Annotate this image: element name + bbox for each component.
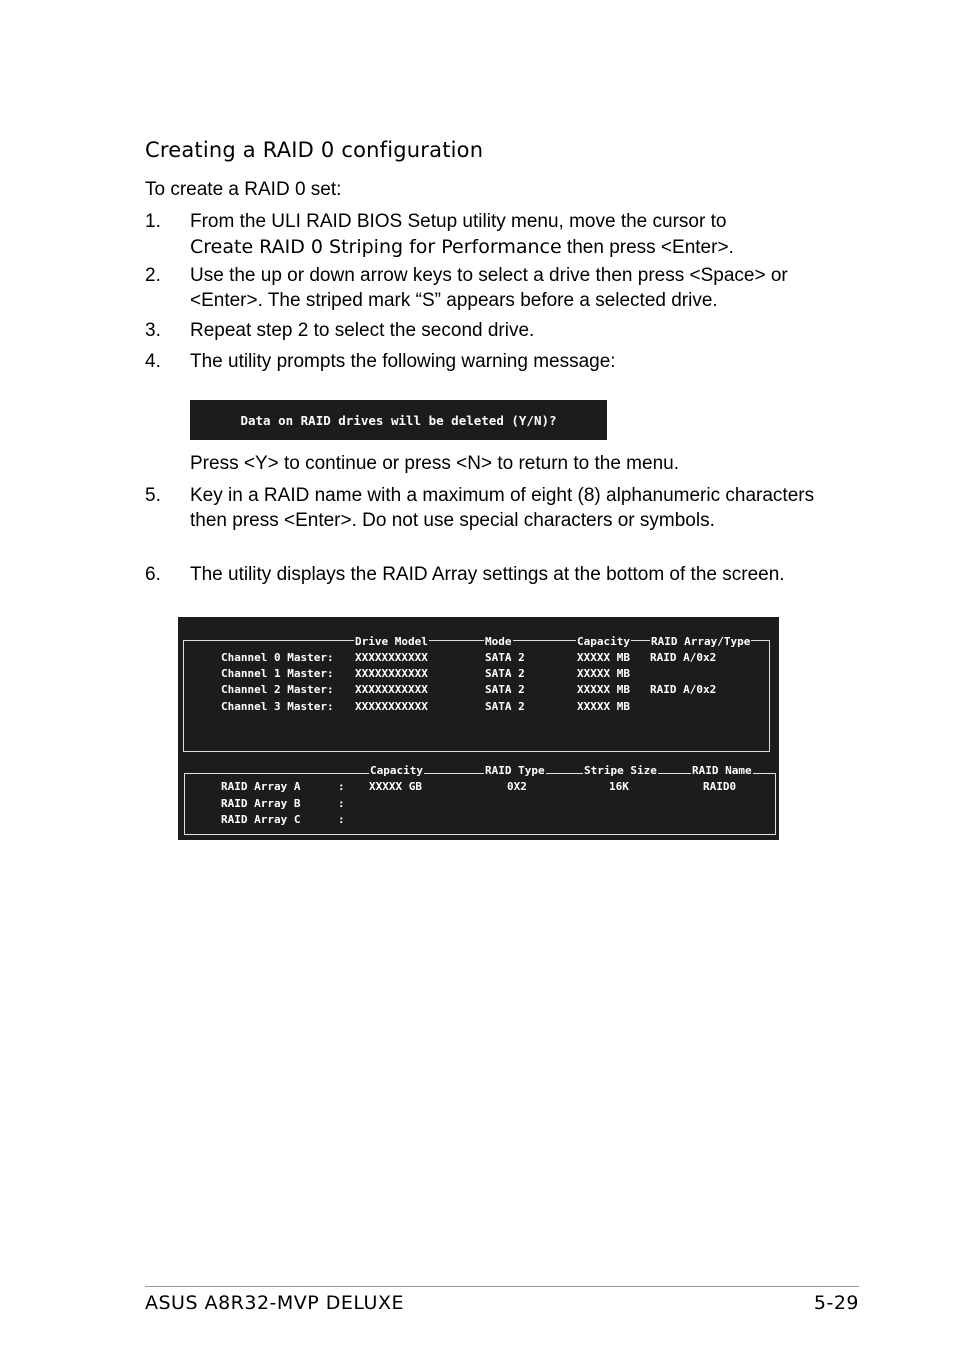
step-text: [190, 210, 815, 260]
step-number: 3.: [145, 320, 161, 341]
drive-mode: SATA 2: [485, 667, 525, 680]
array-capacity: XXXXX GB: [369, 780, 422, 793]
drive-channel: Channel 1 Master:: [221, 667, 334, 680]
footer-page-number: 5-29: [813, 1292, 859, 1314]
drive-channel: Channel 3 Master:: [221, 700, 334, 713]
array-separator: :: [338, 797, 345, 810]
menu-item-name: Create RAID 0 Striping for Performance: [190, 235, 562, 258]
array-name: RAID0: [703, 780, 737, 793]
drive-channel: Channel 0 Master:: [221, 651, 334, 664]
array-separator: :: [338, 813, 345, 826]
drive-mode: SATA 2: [485, 651, 525, 664]
bios-screen: [178, 617, 779, 840]
drive-raid: RAID A/0x2: [650, 683, 717, 696]
step-text: Repeat step 2 to select the second drive.: [190, 320, 535, 341]
intro-text: To create a RAID 0 set:: [145, 179, 342, 200]
section-heading: Creating a RAID 0 configuration: [145, 138, 484, 162]
array-stripe: 16K: [609, 780, 629, 793]
step-number: 1.: [145, 211, 161, 232]
header-drive-model: Drive Model: [355, 635, 428, 648]
drive-mode: SATA 2: [485, 700, 525, 713]
array-label: RAID Array A: [221, 780, 301, 793]
step-number: 4.: [145, 351, 161, 372]
warning-message-box: [190, 400, 607, 440]
header-mode: Mode: [485, 635, 512, 648]
array-label: RAID Array B: [221, 797, 301, 810]
drive-model: XXXXXXXXXXX: [355, 667, 428, 680]
drive-capacity: XXXXX MB: [577, 667, 630, 680]
press-note: Press <Y> to continue or press <N> to return to the menu.: [190, 453, 679, 474]
step-text: The utility prompts the following warning message:: [190, 351, 616, 372]
footer-product-name: ASUS A8R32-MVP DELUXE: [145, 1292, 404, 1314]
header-capacity: Capacity: [577, 635, 630, 648]
drive-model: XXXXXXXXXXX: [355, 651, 428, 664]
warning-text: Data on RAID drives will be deleted (Y/N)?: [240, 412, 557, 428]
footer-divider: [145, 1286, 859, 1287]
array-type: 0X2: [507, 780, 527, 793]
drive-capacity: XXXXX MB: [577, 700, 630, 713]
drive-raid: RAID A/0x2: [650, 651, 717, 664]
drive-mode: SATA 2: [485, 683, 525, 696]
step-text: Use the up or down arrow keys to select a drive then press <Space> or <Enter>. The striped mark “S” appears before a selected drive.: [190, 265, 788, 311]
array-separator: :: [338, 780, 345, 793]
drive-model: XXXXXXXXXXX: [355, 683, 428, 696]
header-raid-type: RAID Type: [485, 764, 545, 777]
header-array-capacity: Capacity: [370, 764, 423, 777]
drive-channel: Channel 2 Master:: [221, 683, 334, 696]
drive-capacity: XXXXX MB: [577, 683, 630, 696]
drive-capacity: XXXXX MB: [577, 651, 630, 664]
array-label: RAID Array C: [221, 813, 301, 826]
step-number: 2.: [145, 265, 161, 286]
step-text-post: then press <Enter>.: [561, 236, 734, 258]
step-number: 6.: [145, 564, 161, 585]
header-stripe-size: Stripe Size: [584, 764, 657, 777]
step-number: 5.: [145, 485, 161, 506]
step-text: Key in a RAID name with a maximum of eight (8) alphanumeric characters then press <Enter>. Do not use special characters or symbols.: [190, 485, 815, 531]
header-raid-name: RAID Name: [692, 764, 752, 777]
step-text-pre: From the ULI RAID BIOS Setup utility menu, move the cursor to: [190, 211, 727, 232]
drive-model: XXXXXXXXXXX: [355, 700, 428, 713]
header-raid-array-type: RAID Array/Type: [651, 635, 751, 648]
step-text: The utility displays the RAID Array settings at the bottom of the screen.: [190, 564, 785, 585]
